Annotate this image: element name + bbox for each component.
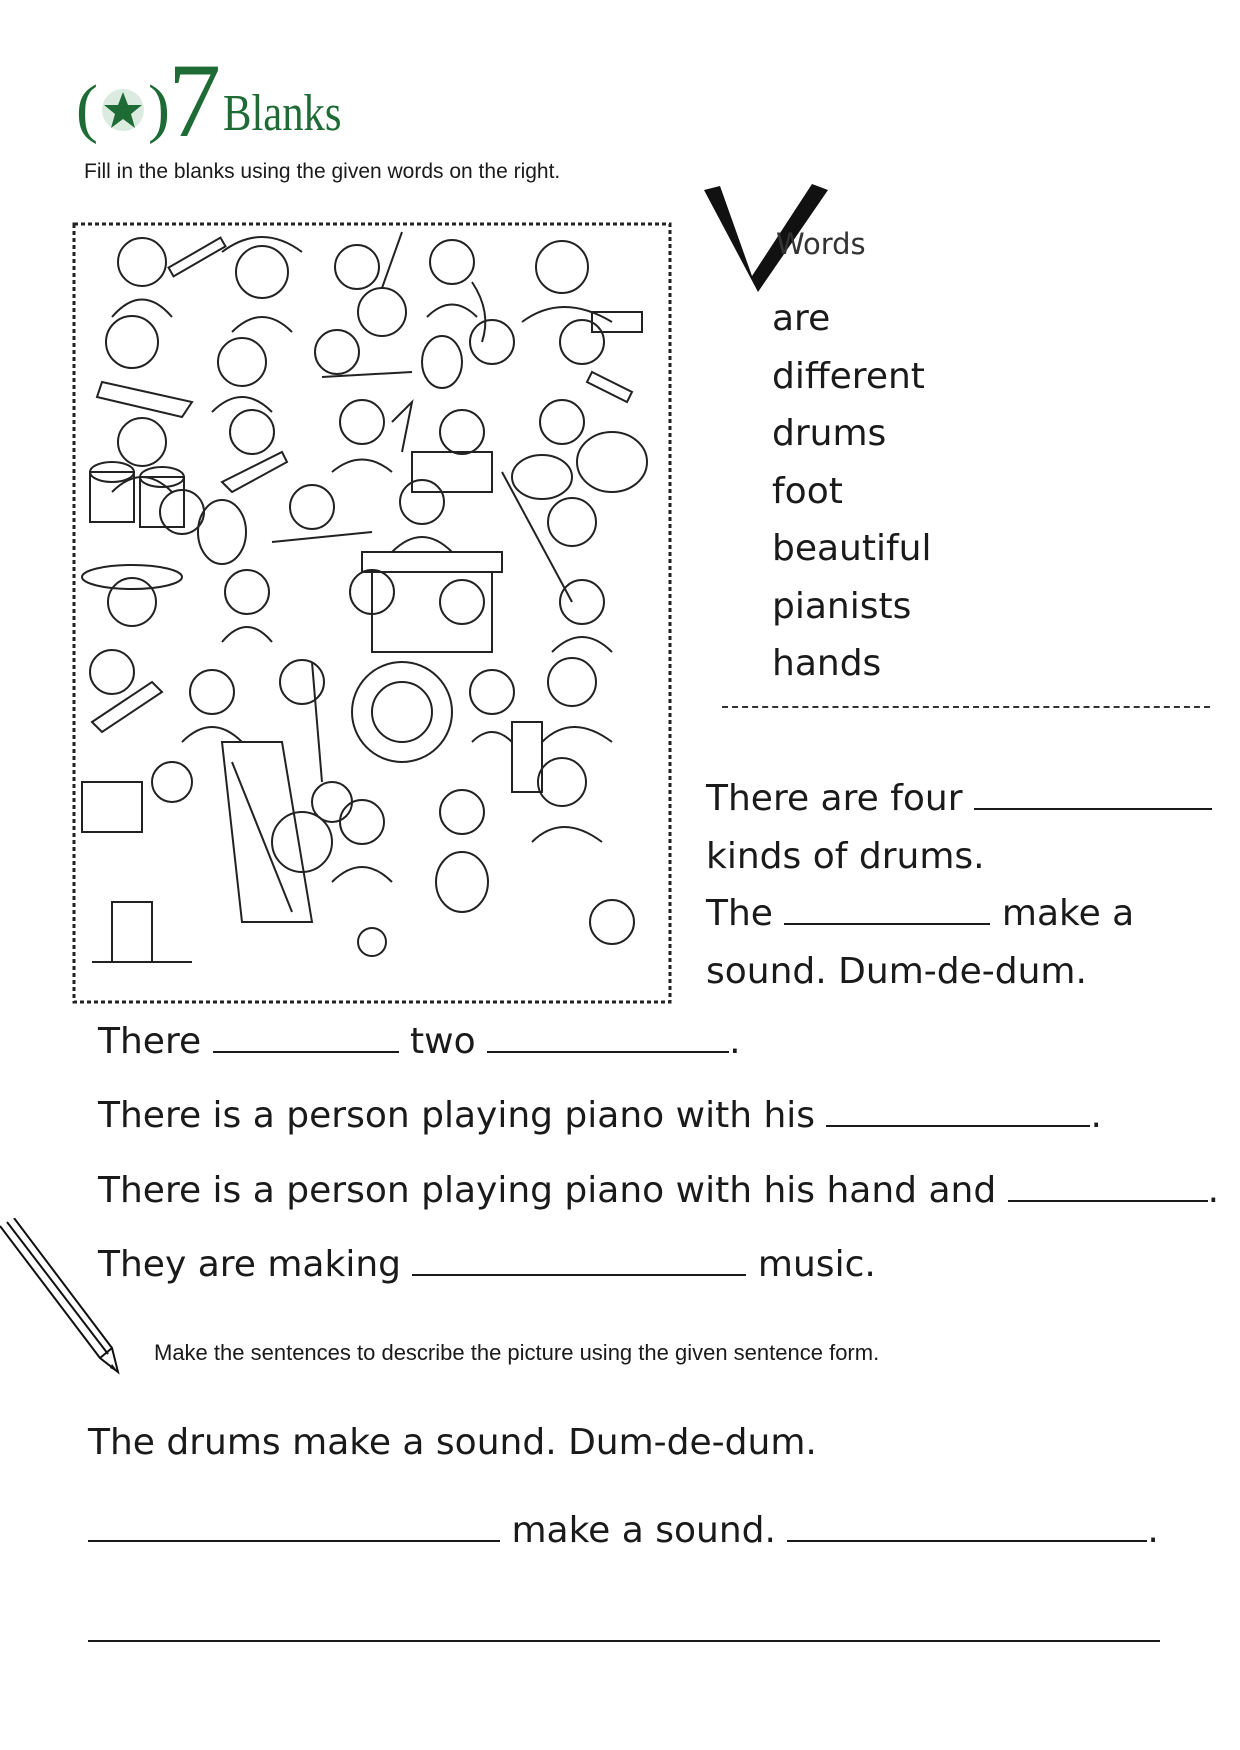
sentence-text: two	[410, 1021, 476, 1062]
sentence-1	[706, 778, 1212, 819]
blank-field[interactable]	[974, 804, 1212, 810]
sentence-text: make a	[1001, 893, 1135, 934]
blank-field[interactable]	[88, 1536, 500, 1542]
band-illustration	[72, 222, 672, 1004]
blank-field[interactable]	[787, 1536, 1147, 1542]
blank-field[interactable]	[487, 1047, 729, 1053]
word-item: pianists	[772, 585, 912, 627]
logo-title: Blanks	[222, 85, 342, 142]
sentence-text: The	[706, 893, 773, 934]
blank-field[interactable]	[784, 919, 990, 925]
sentence-2	[706, 893, 1134, 934]
word-item: foot	[772, 470, 843, 512]
words-title: Words	[776, 227, 866, 261]
logo-paren-close: )	[147, 72, 170, 145]
logo-paren-open: (	[76, 72, 98, 145]
sentence-2-cont	[706, 951, 1087, 992]
word-item: hands	[772, 643, 882, 684]
sentence-text: sound. Dum-de-dum.	[706, 951, 1087, 992]
section-logo	[76, 41, 367, 159]
sentence-text: .	[1147, 1510, 1159, 1551]
section2-instruction: Make the sentences to describe the picture using the given sentence form.	[154, 1340, 880, 1365]
sentence-3	[98, 1021, 741, 1062]
sentence-text: .	[1090, 1095, 1102, 1136]
sentence-4	[98, 1095, 1102, 1136]
divider-dashed	[722, 706, 1210, 708]
sentence-text: .	[729, 1021, 741, 1062]
answer-line[interactable]	[88, 1640, 1160, 1642]
pencil-icon	[0, 1218, 135, 1388]
sentence-text: There	[98, 1021, 202, 1062]
sentence-text: They are making	[98, 1244, 402, 1285]
sentence-6	[98, 1244, 876, 1285]
sentence-form	[88, 1510, 1159, 1551]
blank-field[interactable]	[412, 1270, 746, 1276]
blank-field[interactable]	[1008, 1196, 1208, 1202]
logo-number: 7	[167, 41, 221, 159]
sentence-text: make a sound.	[511, 1510, 776, 1551]
sentence-1-cont	[706, 836, 985, 877]
sentence-text: There is a person playing piano with his hand and	[98, 1170, 997, 1211]
example-sentence: The drums make a sound. Dum-de-dum.	[88, 1422, 817, 1463]
sentence-text: There are four	[706, 778, 963, 819]
word-item: are	[772, 298, 831, 339]
sentence-text: music.	[757, 1244, 876, 1285]
sentence-5	[98, 1170, 1219, 1211]
blank-field[interactable]	[826, 1121, 1090, 1127]
instruction-text: Fill in the blanks using the given words on the right.	[84, 160, 561, 183]
word-list	[772, 290, 932, 693]
blank-field[interactable]	[213, 1047, 399, 1053]
star-icon	[98, 80, 148, 140]
sentence-text: .	[1207, 1170, 1220, 1211]
word-item: different	[772, 355, 925, 397]
word-item: drums	[772, 413, 887, 454]
sentence-text: kinds of drums.	[706, 836, 985, 877]
word-item: beautiful	[772, 528, 932, 569]
sentence-text: There is a person playing piano with his	[98, 1095, 816, 1136]
